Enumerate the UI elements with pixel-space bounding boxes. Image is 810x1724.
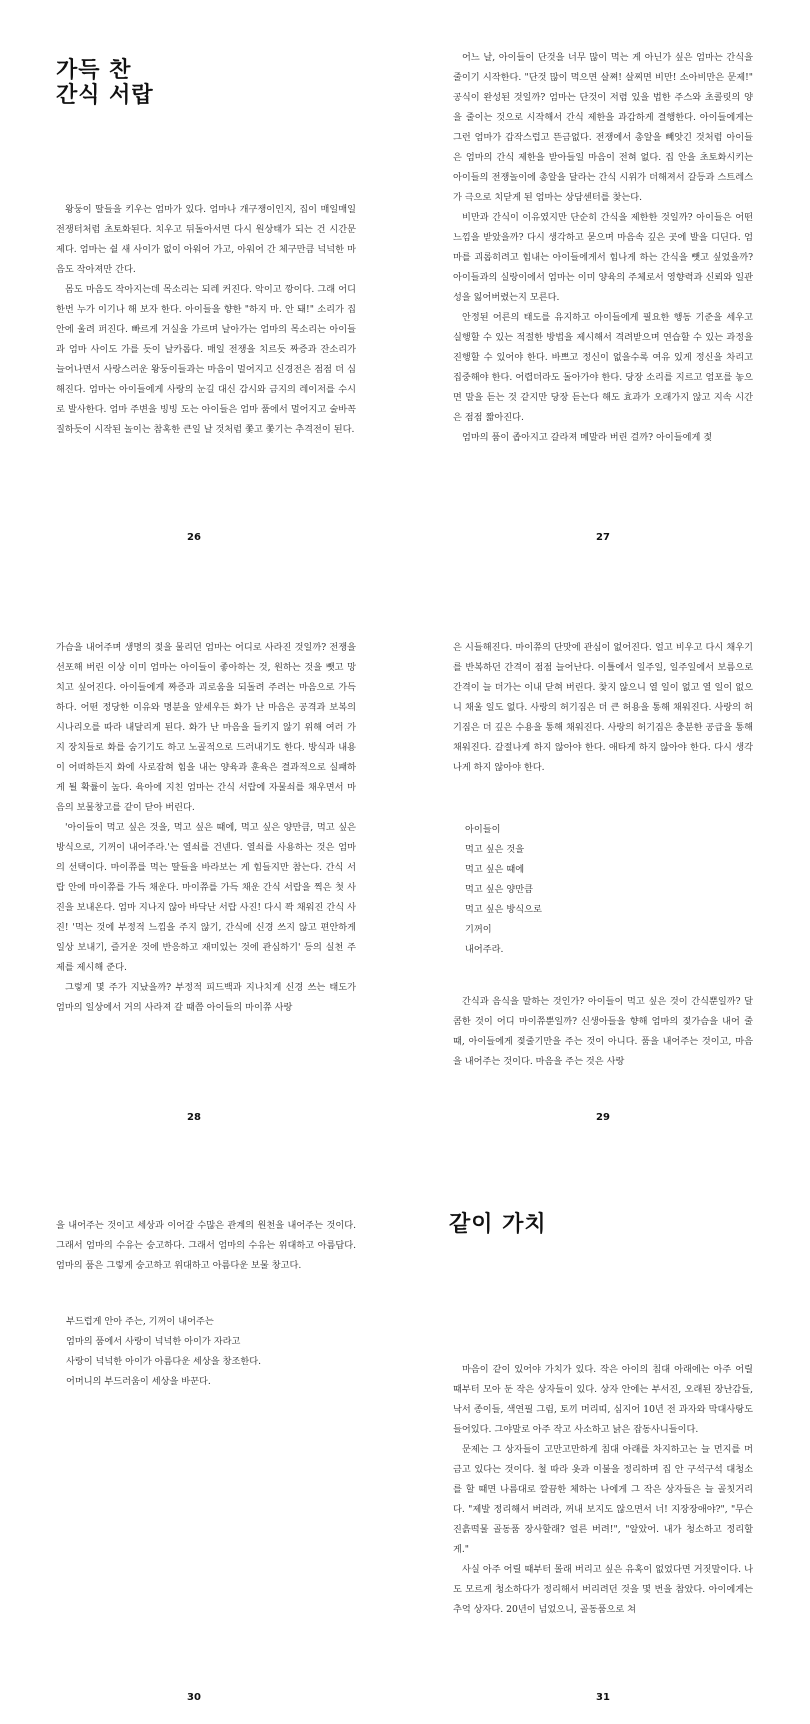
poem-line: 먹고 싶은 양만큼 (465, 884, 533, 895)
chapter-title: 같이 가치 (449, 1212, 547, 1237)
page-body (56, 1216, 356, 1276)
poem-line: 아이들이 (465, 824, 501, 835)
poem (465, 820, 542, 960)
paragraph: 비만과 간식이 이유였지만 단순히 간식을 제한한 것일까? 아이들은 어떤 느낌을 받았을까? 다시 생각하고 묻으며 마음속 깊은 곳에 발을 디딘다. 엄마를 괴롭히려고 힘내는 아이들에게서 힘나게 하는 간식을 뺏고 싶었을까? 아이들과의 실랑이에서 엄마는 이미 양육의 주체로서 영향력과 신뢰와 일관성을 잃어버렸는지 모른다. (453, 212, 753, 303)
page-27 (405, 0, 810, 560)
poem-line: 먹고 싶은 때에 (465, 864, 525, 875)
page-31 (405, 1160, 810, 1724)
paragraph: 몸도 마음도 작아지는데 목소리는 되레 커진다. 악이고 깡이다. 그래 어디 한번 누가 이기나 해 보자 한다. 아이들을 향한 "하지 마. 안 돼!" 소리가 집 안에 울려 퍼진다. 빠르게 거실을 가르며 날아가는 엄마의 목소리는 아이들과 엄마 사이도 가를 듯이 날카롭다. 매일 전쟁을 치르듯 짜증과 잔소리가 늘어나면서 사랑스러운 왕둥이들과는 마음이 멀어지고 신경전은 점점 더 심해진다. 엄마는 아이들에게 사랑의 눈길 대신 감시와 금지의 레이저를 수시로 발사한다. 엄마 주변을 빙빙 도는 아이들은 엄마 품에서 멀어지고 술바꼭질하듯이 시작된 놀이는 참혹한 큰일 날 것처럼 쫓고 쫓기는 추격전이 된다. (56, 284, 356, 435)
paragraph: 그렇게 몇 주가 지났을까? 부정적 피드백과 지나치게 신경 쓰는 태도가 엄마의 일상에서 거의 사라져 갈 때쯤 아이들의 마이쮸 사랑 (56, 982, 356, 1013)
poem-line: 사랑이 넉넉한 아이가 아름다운 세상을 창조한다. (66, 1356, 262, 1367)
chapter-title: 가득 찬 간식 서랍 (56, 58, 154, 108)
page-number: 26 (187, 532, 201, 543)
poem-line: 먹고 싶은 것을 (465, 844, 525, 855)
paragraph: 간식과 음식을 말하는 것인가? 아이들이 먹고 싶은 것이 간식뿐일까? 달콤한 것이 어디 마이쮸뿐일까? 신생아들을 향해 엄마의 젖가슴을 내어 줄 때, 아이들에게 젖줄기만을 주는 것이 아니다. 품을 내어주는 것이고, 마음을 내어주는 것이다. 마음을 주는 것은 사랑 (453, 996, 753, 1067)
paragraph: 가슴을 내어주며 생명의 젖을 물리던 엄마는 어디로 사라진 것일까? 전쟁을 선포해 버린 이상 이미 엄마는 아이들이 좋아하는 것, 원하는 것을 뺏고 망치고 싶어진다. 아이들에게 짜증과 괴로움을 되돌려 주려는 마음으로 가득하다. 어떤 정당한 이유와 명분을 앞세우든 화가 난 마음은 공격과 보복의 시나리오를 따라 내달리게 된다. 화가 난 마음을 들키지 않기 위해 여러 가지 장치들로 화를 숨기기도 하고 노골적으로 드러내기도 한다. 방식과 내용이 어떠하든지 화에 사로잡혀 힘을 내는 양육과 훈육은 결과적으로 실패하게 될 확률이 높다. 육아에 지친 엄마는 간식 서랍에 자물쇠를 채우면서 마음의 보물창고를 같이 닫아 버린다. (56, 642, 356, 813)
page-number: 27 (596, 532, 610, 543)
page-number: 30 (187, 1692, 201, 1703)
page-body (453, 48, 753, 448)
paragraph: 마음이 같이 있어야 가치가 있다. 작은 아이의 침대 아래에는 아주 어릴 때부터 모아 둔 작은 상자들이 있다. 상자 안에는 부서진, 오래된 장난감들, 낙서 종이들, 색연필 그림, 토끼 머리띠, 심지어 10년 전 과자와 막대사탕도 들어있다. 그야말로 아주 작고 사소하고 낡은 잡동사니들이다. (453, 1364, 753, 1435)
paragraph: 안정된 어른의 태도를 유지하고 아이들에게 필요한 행동 기준을 세우고 실행할 수 있는 적절한 방법을 제시해서 격려받으며 연습할 수 있는 과정을 진행할 수 있어야 한다. 바쁘고 정신이 없을수록 여유 있게 정신을 차리고 집중해야 한다. 어렵더라도 돌아가야 한다. 당장 소리를 지르고 엄포를 놓으면 말을 듣는 것 같지만 당장 듣는다 해도 효과가 오래가지 않고 지속 시간은 점점 짧아진다. (453, 312, 753, 423)
page-29 (405, 580, 810, 1140)
poem-line: 먹고 싶은 방식으로 (465, 904, 542, 915)
page-number: 28 (187, 1112, 201, 1123)
page-26 (0, 0, 405, 560)
poem-line: 부드럽게 안아 주는, 기꺼이 내어주는 (66, 1316, 214, 1327)
paragraph: 을 내어주는 것이고 세상과 이어갈 수많은 관계의 원천을 내어주는 것이다. 그래서 엄마의 수유는 숭고하다. 그래서 엄마의 수유는 위대하고 아름답다. 엄마의 품은 그렇게 숭고하고 위대하고 아름다운 보물 창고다. (56, 1220, 356, 1271)
spread-28-29 (0, 580, 810, 1140)
poem-line: 엄마의 품에서 사랑이 넉넉한 아이가 자라고 (66, 1336, 241, 1347)
paragraph: '아이들이 먹고 싶은 것을, 먹고 싶은 때에, 먹고 싶은 양만큼, 먹고 싶은 방식으로, 기꺼이 내어주라.'는 열쇠를 건넨다. 열쇠를 사용하는 것은 엄마의 선택이다. 마이쮸를 먹는 딸들을 바라보는 게 힘들지만 참는다. 간식 서랍 안에 마이쮸를 가득 채운다. 마이쮸를 가득 채운 간식 서랍을 찍은 첫 사진을 보내온다. 엄마 지나지 않아 바닥난 서랍 사진! 다시 꽉 채워진 간식 사진! '먹는 것에 부정적 느낌을 주지 않기, 간식에 신경 쓰지 않고 편안하게 일상 보내기, 즐거운 것에 반응하고 재미있는 것에 관심하기' 등의 실천 주제를 제시해 준다. (56, 822, 356, 973)
paragraph: 어느 날, 아이들이 단것을 너무 많이 먹는 게 아닌가 싶은 엄마는 간식을 줄이기 시작한다. "단것 많이 먹으면 살쪄! 살찌면 비만! 소아비만은 문제!" 공식이 완성된 것일까? 엄마는 단것이 저렴 있을 법한 주스와 초콜릿의 양을 줄이는 것으로 시작해서 간식 제한을 과감하게 결행한다. 아이들에게는 그런 엄마가 갑작스럽고 뜬금없다. 전쟁에서 총알을 빼앗긴 것처럼 아이들은 엄마의 간식 제한을 받아들일 마음이 전혀 없다. 집 안을 초토화시키는 아이들의 전쟁놀이에 총알을 달라는 간식 시위가 더해져서 갈등과 스트레스가 극으로 치닫게 된 엄마는 상담센터를 찾는다. (453, 52, 753, 203)
poem (66, 1312, 261, 1392)
page-body (56, 638, 356, 1018)
poem-line: 기꺼이 (465, 924, 492, 935)
poem-line: 어머니의 부드러움이 세상을 바꾼다. (66, 1376, 211, 1387)
spread-30-31 (0, 1160, 810, 1724)
page-30 (0, 1160, 405, 1724)
page-28 (0, 580, 405, 1140)
poem-line: 내어주라. (465, 944, 504, 955)
page-body (453, 1360, 753, 1620)
paragraph: 왕둥이 딸들을 키우는 엄마가 있다. 엄마나 개구쟁이인지, 집이 매일매일 전쟁터처럼 초토화된다. 치우고 뒤돌아서면 다시 원상태가 되는 건 시간문제다. 엄마는 쉴 새 사이가 없이 아워어 가고, 아워어 간 체구만큼 넉넉한 마음도 작아져만 간다. (56, 204, 356, 275)
page-number: 31 (596, 1692, 610, 1703)
paragraph: 은 시들해진다. 마이쮸의 단맛에 관심이 없어진다. 얼고 비우고 다시 채우기를 반복하던 간격이 점점 늘어난다. 이틀에서 일주일, 일주일에서 보름으로 간격이 늘 더가는 이내 닫혀 버린다. 찾지 않으니 열 일이 없고 열 일이 없으니 채울 일도 없다. 사랑의 허기짐은 더 큰 허용을 통해 채워진다. 사랑의 허기짐은 더 깊은 수용을 통해 채워진다. 사랑의 허기짐은 충분한 공급을 통해 채워진다. 갈절나게 하지 않아야 한다. 애타게 하지 않아야 한다. 다시 생각나게 하지 않아야 한다. (453, 642, 753, 773)
paragraph: 엄마의 품이 좁아지고 갈라져 메말라 버린 걸까? 아이들에게 젖 (462, 432, 713, 443)
paragraph: 사실 아주 어릴 때부터 몰래 버리고 싶은 유혹이 없었다면 거짓말이다. 나도 모르게 청소하다가 정리해서 버리려던 것을 몇 번을 참았다. 아이에게는 추억 상자다. 20년이 넘었으니, 골동품으로 쳐 (453, 1564, 753, 1615)
paragraph: 문제는 그 상자들이 고만고만하게 침대 아래를 차지하고는 늘 먼지를 머금고 있다는 것이다. 철 따라 옷과 이불을 정리하며 집 안 구석구석 대청소를 할 때면 나름대로 깔끔한 체하는 나에게 그 작은 상자들은 늘 골칫거리다. "제발 정리해서 버려라, 꺼내 보지도 않으면서 너! 지장장애야?", "무슨 진흙떡물 골동품 장사할래? 얼른 버려!", "알았어. 내가 청소하고 정리할게." (453, 1444, 753, 1555)
page-number: 29 (596, 1112, 610, 1123)
spread-26-27 (0, 0, 810, 560)
page-body-lower (453, 992, 753, 1072)
page-body (56, 200, 356, 440)
page-body (453, 638, 753, 778)
